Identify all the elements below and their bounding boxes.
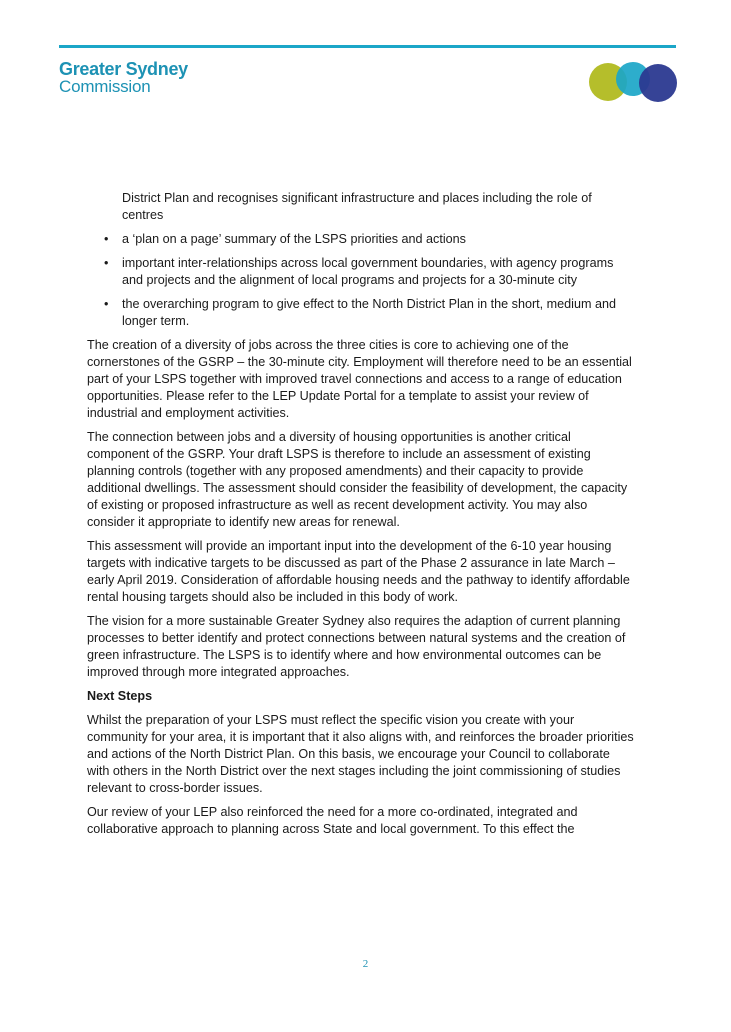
list-item-text: important inter-relationships across local government boundaries, with agency programs and projects and the alignment of local programs and projects for a 30-minute city [122,256,614,287]
list-item [87,296,635,330]
paragraph-next-steps: Whilst the preparation of your LSPS must reflect the specific vision you create with your community for your area, it is important that it also aligns with, and reinforces the broader priorities and actions of the North District Plan. On this basis, we encourage your Council to collaborate with others in the North District over the next stages including the joint commissioning of studies relevant to cross-border issues. [87,713,634,795]
list-item [87,231,635,248]
logo-line-commission: Commission [59,77,151,96]
paragraph-sustainability: The vision for a more sustainable Greater Sydney also requires the adaption of current planning processes to better identify and protect connections between natural systems and the creation of green infrastructure. The LSPS is to identify where and how environmental outcomes can be improved through more integrated approaches. [87,614,626,679]
organisation-logo-text [59,60,188,96]
logo-circle-navy [639,64,677,102]
bullet-icon: • [104,256,109,270]
bullet-icon: • [104,232,109,246]
list-item-text: a ‘plan on a page’ summary of the LSPS priorities and actions [122,232,466,246]
section-heading-next-steps: Next Steps [87,689,153,703]
paragraph-lep-review: Our review of your LEP also reinforced the need for a more co-ordinated, integrated and collaborative approach to planning across State and local government. To this effect the [87,805,578,836]
logo-line-greater-sydney: Greater Sydney [59,59,188,79]
page-number: 2 [362,958,369,970]
logo-circles-icon [588,60,680,104]
list-item-text: the overarching program to give effect to the North District Plan in the short, medium and longer term. [122,297,616,328]
bullet-list [87,231,635,330]
paragraph-jobs: The creation of a diversity of jobs across the three cities is core to achieving one of the cornerstones of the GSRP – the 30-minute city. Employment will therefore need to be an essential part of your LSPS together with improved travel connections and access to a range of education opportunities. Please refer to the LEP Update Portal for a template to assist your review of industrial and employment activities. [87,338,632,420]
list-item [87,255,635,289]
paragraph-housing-connection: The connection between jobs and a diversity of housing opportunities is another critical component of the GSRP. Your draft LSPS is therefore to include an assessment of existing planning controls (together with any proposed amendments) and their capacity to provide additional dwellings. The assessment should consider the feasibility of development, the capacity of existing or proposed infrastructure as well as recent development activity. You may also consider it appropriate to identify new areas for renewal. [87,430,628,529]
header-rule [59,45,676,48]
letter-body [87,190,635,845]
bullet-icon: • [104,297,109,311]
bullet-continuation-text: District Plan and recognises significant infrastructure and places including the role of centres [122,191,592,222]
paragraph-housing-targets: This assessment will provide an important input into the development of the 6-10 year housing targets with indicative targets to be discussed as part of the Phase 2 assurance in late March – early April 2019. Consideration of affordable housing needs and the pathway to identify affordable rental housing targets should also be included in this body of work. [87,539,630,604]
